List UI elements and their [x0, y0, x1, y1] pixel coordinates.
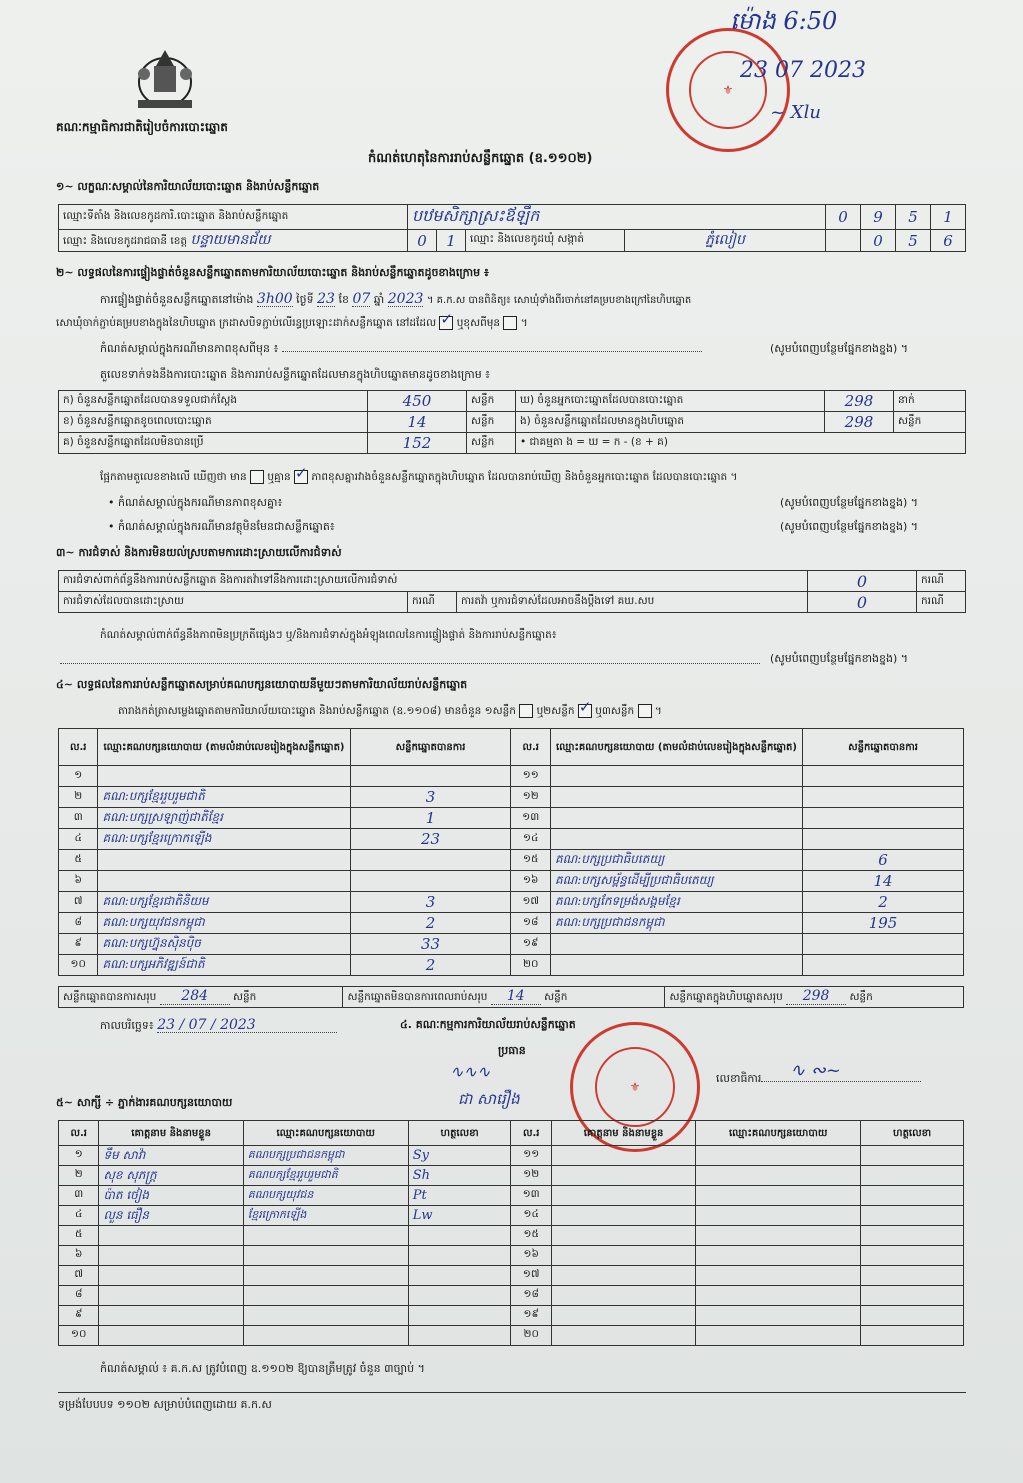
col-party: ឈ្មោះគណបក្សនយោបាយ (តាមលំដាប់លេខរៀងក្នុងសន្លឹកឆ្នោត)	[550, 729, 802, 766]
col-name: គោត្តនាម និងនាមខ្លួន	[99, 1121, 243, 1146]
count-unit: សន្លឹក	[467, 433, 516, 454]
row-number: ១៦	[511, 871, 550, 892]
party-name	[550, 808, 802, 829]
vote-count: 2	[350, 955, 511, 976]
section2-heading: ២~ លទ្ធផលនៃការផ្ទៀងផ្ទាត់ចំនួនសន្លឹកឆ្នោតតាមការិយាល័យបោះឆ្នោត និងរាប់សន្លឹកឆ្នោតដូចខាងក្រោម ៖	[56, 266, 489, 279]
count-unit: សន្លឹក	[894, 412, 966, 433]
document-title: កំណត់ហេតុនៃការរាប់សន្លឹកឆ្នោត (ឧ.១១០២)	[368, 151, 593, 166]
bullet-diff-hint: (សូមបំពេញបន្ថែមផ្នែកខាងខ្នង) ។	[780, 496, 919, 509]
footer-note: កំណត់សម្គាល់ ៖ គ.ក.ស ត្រូវបំពេញ ឧ.១១០២ ឱ្យបានត្រឹមត្រូវ ចំនួន ៣ច្បាប់ ។	[100, 1362, 425, 1375]
verify-line	[100, 292, 691, 308]
witness-name	[99, 1286, 243, 1306]
witness-name: ទឹម សាវ៉ា	[99, 1146, 243, 1166]
nec-emblem	[134, 44, 196, 114]
witness-name	[551, 1166, 695, 1186]
same-checkbox[interactable]	[439, 316, 453, 330]
table-row	[59, 1206, 964, 1226]
changed-checkbox[interactable]	[503, 316, 517, 330]
sheets-line-text: តារាងកត់ត្រាសម្លេងឆ្នោតតាមការិយាល័យបោះឆ្នោត និងរាប់សន្លឹកឆ្នោត (ឧ.១១០៨) មានចំនួន ១សន្លឹក	[118, 705, 516, 717]
row-number: ៥	[59, 1226, 99, 1246]
party-name: គណ:បក្សប្រជាធិបតេយ្យ	[550, 850, 802, 871]
total-invalid: 14	[491, 988, 541, 1005]
witness-party	[696, 1286, 861, 1306]
witness-signature	[861, 1266, 964, 1286]
party-name	[550, 934, 802, 955]
row-number: ៣	[59, 1186, 99, 1206]
vote-count	[803, 829, 964, 850]
count-label: ខ) ចំនួនសន្លឹកឆ្នោតខូចពេលបោះឆ្នោត	[59, 412, 368, 433]
witness-party	[243, 1266, 408, 1286]
verify-text: ឆ្នាំ	[373, 293, 385, 306]
witness-signature: Lw	[408, 1206, 511, 1226]
row-number: ១៩	[511, 1306, 551, 1326]
witness-party: គណបក្សខ្មែររួបរួមជាតិ	[243, 1166, 408, 1186]
resolved-unit: ករណី	[408, 592, 457, 613]
secretary-label: លេខាធិការ	[716, 1072, 762, 1085]
vote-count: 3	[350, 892, 511, 913]
stamp-note-sign: ~ Xlu	[770, 102, 821, 123]
table-row	[59, 1166, 964, 1186]
witness-name: សុខ សុភក្ត្រ	[99, 1166, 243, 1186]
row-number: ១៣	[511, 808, 550, 829]
row-number: ១៣	[511, 1186, 551, 1206]
total-box-label: សន្លឹកឆ្នោតក្នុងហិបឆ្នោតសរុប	[669, 991, 783, 1003]
complaints-unit: ករណី	[917, 571, 966, 592]
vote-count: 23	[350, 829, 511, 850]
row-number: ១៤	[511, 829, 550, 850]
seal-line: សោឃុំចាក់ភ្ជាប់គម្របខាងក្នុងនៃហិបឆ្នោត ក្រដាសបិទភ្ជាប់លើរន្ធប្រឡោះដាក់សន្លឹកឆ្នោត នៅដដែល ✓ ឬខុសពីមុន ។	[56, 316, 528, 330]
end-date-line	[100, 1018, 337, 1033]
party-name: គណ:បក្សខ្មែរក្រោកឡើង	[98, 829, 350, 850]
section1-heading: ១~ លក្ខណៈសម្គាល់នៃការិយាល័យបោះឆ្នោត និងរាប់សន្លឹកឆ្នោត	[56, 180, 320, 193]
section5-heading: ៥~ សាក្សី ÷ ភ្នាក់ងារគណបក្សនយោបាយ	[56, 1096, 233, 1109]
table-row	[59, 1326, 964, 1346]
diff-note-label: កំណត់សម្គាល់ក្នុងករណីមានភាពខុសពីមុន ៖	[100, 342, 279, 355]
count-label: ឃ) ចំនួនអ្នកបោះឆ្នោតដែលបានបោះឆ្នោត	[516, 391, 825, 412]
row-number: ១៩	[511, 934, 550, 955]
vote-count	[803, 766, 964, 787]
row-number: ២	[59, 1166, 99, 1186]
witness-signature	[408, 1306, 511, 1326]
row-number: ១៦	[511, 1246, 551, 1266]
complaints-table	[58, 570, 966, 613]
party-name	[98, 766, 350, 787]
end-label: កាលបរិច្ឆេទ៖	[100, 1019, 154, 1032]
witness-party	[243, 1246, 408, 1266]
end-date: 23 / 07 / 2023	[157, 1018, 337, 1033]
appeal-value: 0	[808, 592, 917, 613]
party-name: គណ:បក្សស្រឡាញ់ជាតិខ្មែរ	[98, 808, 350, 829]
location-code-digit: 0	[826, 205, 861, 230]
province-code-digit: 1	[437, 230, 466, 252]
table-row	[59, 934, 964, 955]
witness-name	[99, 1226, 243, 1246]
section1-table	[58, 204, 966, 252]
row-number: ១០	[59, 955, 98, 976]
compare-text: ផ្អែកតាមតួលេខខាងលើ ឃើញថា មាន	[100, 471, 247, 483]
chair-name: ជា សារឿង	[458, 1090, 520, 1108]
vote-count: 33	[350, 934, 511, 955]
col-party: ឈ្មោះគណបក្សនយោបាយ	[243, 1121, 408, 1146]
province-value: បន្ទាយមានជ័យ	[190, 232, 271, 248]
complaints-value: 0	[808, 571, 917, 592]
chair-label: ប្រធាន	[498, 1044, 526, 1057]
no-diff-checkbox[interactable]	[294, 470, 308, 484]
witness-signature	[861, 1326, 964, 1346]
witness-signature	[861, 1246, 964, 1266]
one-sheet-checkbox[interactable]	[519, 704, 533, 718]
appeal-label: ការតវ៉ា ឬការជំទាស់ដែលអាចនឹងប្តឹងទៅ គឃ.សប	[457, 592, 808, 613]
witness-name: លួន ធឿន	[99, 1206, 243, 1226]
witness-signature	[861, 1206, 964, 1226]
party-name	[550, 766, 802, 787]
vote-count: 14	[803, 871, 964, 892]
location-code-digit: 5	[896, 205, 931, 230]
witness-body	[59, 1146, 964, 1346]
complaints-label: ការជំទាស់ពាក់ព័ន្ធនឹងការរាប់សន្លឹកឆ្នោត និងការតវ៉ាទៅនឹងការដោះស្រាយលើការជំទាស់	[59, 571, 808, 592]
witness-signature	[861, 1226, 964, 1246]
witness-name	[551, 1306, 695, 1326]
col-party: ឈ្មោះគណបក្សនយោបាយ (តាមលំដាប់លេខរៀងក្នុងសន្លឹកឆ្នោត)	[98, 729, 350, 766]
vote-count	[350, 766, 511, 787]
counts-table	[58, 390, 966, 454]
party-name: គណ:បក្សហ្វ៊ុនស៊ិនប៉ិច	[98, 934, 350, 955]
stamp-note-time: ម៉ោង 6:50	[730, 7, 838, 35]
table-row	[59, 871, 964, 892]
count-received: 450	[368, 391, 467, 412]
total-invalid-label: សន្លឹកឆ្នោតមិនបានការពេលរាប់សរុប	[347, 991, 488, 1003]
diff-note-hint: (សូមបំពេញបន្ថែមផ្នែកខាងខ្នង) ។	[770, 342, 909, 355]
commune-code-blank	[826, 230, 861, 252]
row-number: ១២	[511, 1166, 551, 1186]
row-number: ៩	[59, 1306, 99, 1326]
col-no: ល.រ	[59, 1121, 99, 1146]
count-voters: 298	[825, 391, 894, 412]
province-label	[59, 230, 408, 252]
party-name	[550, 829, 802, 850]
witness-signature	[861, 1286, 964, 1306]
table-row	[59, 1246, 964, 1266]
party-name	[550, 955, 802, 976]
opt-same-label: ឬខុសពីមុន	[456, 317, 501, 329]
verify-text: ខែ	[338, 293, 349, 306]
table-row	[59, 955, 964, 976]
votes-body	[59, 766, 964, 976]
table-row	[59, 766, 964, 787]
total-box: 298	[786, 988, 846, 1005]
commune-value: ភ្នំលៀប	[625, 230, 826, 252]
witness-party	[696, 1186, 861, 1206]
table-row	[59, 1306, 964, 1326]
secretary-signature: ∿ ∾~	[790, 1060, 841, 1081]
party-name	[98, 850, 350, 871]
col-sign: ហត្ថលេខា	[861, 1121, 964, 1146]
witness-party	[243, 1326, 408, 1346]
witness-name	[99, 1326, 243, 1346]
total-box-cell	[665, 987, 964, 1008]
row-number: ១១	[511, 1146, 551, 1166]
witness-party	[696, 1226, 861, 1246]
table-row	[59, 1286, 964, 1306]
org-line: គណៈកម្មាធិការជាតិរៀបចំការបោះឆ្នោត	[56, 120, 228, 134]
vote-count	[350, 871, 511, 892]
row-number: ៣	[59, 808, 98, 829]
row-number: ៧	[59, 892, 98, 913]
row-number: ៥	[59, 850, 98, 871]
province-code-digit: 0	[408, 230, 437, 252]
vote-count	[803, 934, 964, 955]
party-name: គណ:បក្សអភិវឌ្ឍន៍ជាតិ	[98, 955, 350, 976]
vote-count: 6	[803, 850, 964, 871]
witness-name	[99, 1266, 243, 1286]
table-row	[59, 913, 964, 934]
witness-signature: Pt	[408, 1186, 511, 1206]
total-valid-cell	[59, 987, 343, 1008]
count-label: ង) ចំនួនសន្លឹកឆ្នោតដែលមានក្នុងហិបឆ្នោត	[516, 412, 825, 433]
row-number: ១៤	[511, 1206, 551, 1226]
witness-signature	[408, 1286, 511, 1306]
table-row	[59, 808, 964, 829]
vote-count: 1	[350, 808, 511, 829]
row-number: ២០	[511, 955, 550, 976]
row-number: ២០	[511, 1326, 551, 1346]
table-row	[59, 1146, 964, 1166]
footer-rule	[58, 1392, 966, 1393]
table-row	[59, 850, 964, 871]
official-seal-top: ⚜	[666, 28, 790, 152]
three-sheet-checkbox[interactable]	[638, 704, 652, 718]
table-row	[59, 1186, 964, 1206]
compare-rest: ភាពខុសគ្នារវាងចំនួនសន្លឹកឆ្នោតក្នុងហិបឆ្នោត ដែលបានរាប់ឃើញ និងចំនួនអ្នកបោះឆ្នោត ដែលបានបោះឆ្នោត ។	[311, 471, 738, 483]
dotted-line	[60, 662, 760, 664]
opt3-label: ឬ៣សន្លឹក	[595, 705, 635, 717]
witness-signature	[861, 1146, 964, 1166]
row-number: ១៨	[511, 913, 550, 934]
verify-year: 2023	[387, 291, 424, 307]
diff-note-line	[100, 342, 702, 356]
compare-none-label: ឬគ្មាន	[267, 471, 291, 483]
row-number: ១៨	[511, 1286, 551, 1306]
row-number: ១២	[511, 787, 550, 808]
row-number: ១	[59, 1146, 99, 1166]
party-name: គណ:បក្សប្រជាជនកម្ពុជា	[550, 913, 802, 934]
verify-text: ការផ្ទៀងផ្ទាត់ចំនួនសន្លឹកឆ្នោតនៅម៉ោង	[100, 293, 254, 306]
verify-month: 07	[352, 291, 371, 307]
witness-party	[696, 1246, 861, 1266]
location-value: បឋមសិក្សាស្រះឪឡឹក	[408, 205, 826, 230]
count-unit: នាក់	[894, 391, 966, 412]
row-number: ១៥	[511, 850, 550, 871]
table-row	[59, 1226, 964, 1246]
count-unit: សន្លឹក	[467, 412, 516, 433]
col-party: ឈ្មោះគណបក្សនយោបាយ	[696, 1121, 861, 1146]
witness-signature	[861, 1186, 964, 1206]
row-number: ៨	[59, 1286, 99, 1306]
stamp-note-date: 23 07 2023	[740, 58, 866, 83]
witness-signature	[408, 1226, 511, 1246]
witness-party	[696, 1326, 861, 1346]
commune-code-digit: 0	[861, 230, 896, 252]
appeal-unit: ករណី	[917, 592, 966, 613]
count-in-box: 298	[825, 412, 894, 433]
witness-name	[551, 1266, 695, 1286]
count-label: ក) ចំនួនសន្លឹកឆ្នោតដែលបានទទួលជាក់ស្តែង	[59, 391, 368, 412]
compare-line	[100, 470, 737, 484]
col-name: គោត្តនាម និងនាមខ្លួន	[551, 1121, 695, 1146]
total-invalid-cell	[343, 987, 665, 1008]
vote-count: 195	[803, 913, 964, 934]
location-code-digit: 9	[861, 205, 896, 230]
witness-name	[551, 1286, 695, 1306]
witness-party	[696, 1206, 861, 1226]
vote-count	[803, 955, 964, 976]
col-no: ល.រ	[59, 729, 98, 766]
vote-count: 3	[350, 787, 511, 808]
row-number: ៤	[59, 829, 98, 850]
col-no: ល.រ	[511, 1121, 551, 1146]
table-row	[59, 787, 964, 808]
section4-heading: ៤~ លទ្ធផលនៃការរាប់សន្លឹកឆ្នោតសម្រាប់គណបក្សនយោបាយនីមួយៗតាមការិយាល័យរាប់សន្លឹកឆ្នោត	[56, 678, 468, 691]
verify-text: ថ្ងៃទី	[296, 293, 314, 306]
row-number: ១៧	[511, 892, 550, 913]
witness-name	[551, 1206, 695, 1226]
row-number: ៦	[59, 1246, 99, 1266]
witness-signature	[408, 1246, 511, 1266]
witness-party: គណបក្សប្រជាជនកម្ពុជា	[243, 1146, 408, 1166]
unit: សន្លឹក	[849, 991, 873, 1003]
witness-party: គណបក្សយុវជន	[243, 1186, 408, 1206]
verify-time: 3h00	[256, 291, 293, 307]
witness-signature	[861, 1166, 964, 1186]
witness-name	[99, 1306, 243, 1326]
row-number: ១០	[59, 1326, 99, 1346]
witness-name	[551, 1326, 695, 1346]
col-votes: សន្លឹកឆ្នោតបានការ	[803, 729, 964, 766]
vote-count	[803, 787, 964, 808]
count-unit: សន្លឹក	[467, 391, 516, 412]
party-name: គណ:បក្សខ្មែរជាតិនិយម	[98, 892, 350, 913]
vote-count	[350, 850, 511, 871]
witness-party	[243, 1226, 408, 1246]
witness-signature: Sy	[408, 1146, 511, 1166]
witness-signature	[861, 1306, 964, 1326]
witness-name	[551, 1146, 695, 1166]
row-number: ២	[59, 787, 98, 808]
bullet-foreign-hint: (សូមបំពេញបន្ថែមផ្នែកខាងខ្នង) ។	[780, 520, 919, 533]
verify-text: ។ គ.ក.ស បានពិនិត្យ៖ សោឃុំទាំងពីរចាក់នៅគម្របខាងក្រៅនៃហិបឆ្នោត	[426, 295, 692, 306]
unit: សន្លឹក	[544, 991, 568, 1003]
counts-intro: តួលេខទាក់ទងនឹងការបោះឆ្នោត និងការរាប់សន្លឹកឆ្នោតដែលមានក្នុងហិបឆ្នោតមានដូចខាងក្រោម ៖	[100, 368, 491, 381]
location-label: ឈ្មោះទីតាំង និងលេខកូដការិ.បោះឆ្នោត និងរាប់សន្លឹកឆ្នោត	[59, 205, 408, 230]
row-number: ៨	[59, 913, 98, 934]
count-formula: • ជាគម្មតា ង = ឃ = ក - (ខ + គ)	[516, 433, 966, 454]
witness-signature	[408, 1326, 511, 1346]
total-valid-label: សន្លឹកឆ្នោតបានការសរុប	[63, 991, 157, 1003]
location-code-digit: 1	[931, 205, 966, 230]
witness-signature: Sh	[408, 1166, 511, 1186]
row-number: ១៧	[511, 1266, 551, 1286]
votes-table	[58, 728, 964, 976]
count-label: គ) ចំនួនសន្លឹកឆ្នោតដែលមិនបានប្រើ	[59, 433, 368, 454]
row-number: ៤	[59, 1206, 99, 1226]
witness-party	[696, 1306, 861, 1326]
table-row	[59, 829, 964, 850]
official-seal-bottom: ⚜	[570, 1022, 700, 1152]
witness-party	[243, 1306, 408, 1326]
witness-name	[99, 1246, 243, 1266]
party-name: គណ:បក្សយុវជនកម្ពុជា	[98, 913, 350, 934]
vote-count: 2	[803, 892, 964, 913]
col-votes: សន្លឹកឆ្នោតបានការ	[350, 729, 511, 766]
sheets-line: តារាងកត់ត្រាសម្លេងឆ្នោតតាមការិយាល័យបោះឆ្នោត និងរាប់សន្លឹកឆ្នោត (ឧ.១១០៨) មានចំនួន ១សន្លឹក ឬ២សន្លឹក ✓ ឬ៣សន្លឹក ។	[118, 704, 662, 718]
row-number: ១	[59, 766, 98, 787]
party-name	[98, 871, 350, 892]
col-sign: ហត្ថលេខា	[408, 1121, 511, 1146]
total-valid: 284	[160, 988, 230, 1005]
row-number: ៧	[59, 1266, 99, 1286]
bullet-diff: • កំណត់សម្គាល់ក្នុងករណីមានភាពខុសគ្នា៖	[108, 496, 283, 509]
witness-name: ប៉ាត ថៀង	[99, 1186, 243, 1206]
two-sheet-checkbox[interactable]	[578, 704, 592, 718]
province-label-text: ឈ្មោះ និងលេខកូដរាជធានី ខេត្ត	[63, 235, 188, 247]
has-diff-checkbox[interactable]	[250, 470, 264, 484]
opt2-label: ឬ២សន្លឹក	[536, 705, 575, 717]
witness-table	[58, 1120, 964, 1346]
party-name	[550, 787, 802, 808]
irregularity-note: កំណត់សម្គាល់ពាក់ព័ន្ធនឹងភាពមិនប្រក្រតីផ្សេងៗ ឬ/និងការជំទាស់ក្នុងអំឡុងពេលនៃការផ្ទៀងផ្ទាត់ និងការរាប់សន្លឹកឆ្នោត៖	[100, 629, 557, 641]
totals-table	[58, 986, 964, 1008]
commune-label: ឈ្មោះ និងលេខកូដឃុំ សង្កាត់	[466, 230, 625, 252]
col-no: ល.រ	[511, 729, 550, 766]
row-number: ៦	[59, 871, 98, 892]
witness-name	[551, 1246, 695, 1266]
party-name: គណ:បក្សកែទម្រង់សង្គមខ្មែរ	[550, 892, 802, 913]
unit: សន្លឹក	[233, 991, 257, 1003]
witness-party	[696, 1266, 861, 1286]
chair-signature: ∿∿∿	[450, 1062, 491, 1081]
witness-signature	[408, 1266, 511, 1286]
committee-label: ៤. គណៈកម្មការការិយាល័យរាប់សន្លឹកឆ្នោត	[400, 1018, 576, 1031]
row-number: ១១	[511, 766, 550, 787]
party-name: គណ:បក្សខ្មែររួបរួមជាតិ	[98, 787, 350, 808]
seal-line-text: សោឃុំចាក់ភ្ជាប់គម្របខាងក្នុងនៃហិបឆ្នោត ក្រដាសបិទភ្ជាប់លើរន្ធប្រឡោះដាក់សន្លឹកឆ្នោត នៅដដែល	[56, 317, 437, 329]
table-row	[59, 892, 964, 913]
bullet-foreign: • កំណត់សម្គាល់ក្នុងករណីមានវត្ថុមិនមែនជាសន្លឹកឆ្នោត៖	[108, 520, 335, 533]
witness-party: ខ្មែរក្រោកឡើង	[243, 1206, 408, 1226]
commune-code-digit: 5	[896, 230, 931, 252]
witness-name	[551, 1226, 695, 1246]
vote-count	[803, 808, 964, 829]
table-row	[59, 1266, 964, 1286]
vote-count: 2	[350, 913, 511, 934]
resolved-label: ការជំទាស់ដែលបានដោះស្រាយ	[59, 592, 408, 613]
witness-party	[696, 1166, 861, 1186]
witness-party	[696, 1146, 861, 1166]
irregularity-hint: (សូមបំពេញបន្ថែមផ្នែកខាងខ្នង) ។	[770, 652, 909, 665]
count-unused: 152	[368, 433, 467, 454]
form-footer: ទម្រង់បែបបទ ១១០២ សម្រាប់បំពេញដោយ គ.ក.ស	[58, 1398, 272, 1411]
count-spoiled: 14	[368, 412, 467, 433]
verify-day: 23	[317, 291, 335, 307]
party-name: គណ:បក្សសម្ព័ន្ធដើម្បីប្រជាធិបតេយ្យ	[550, 871, 802, 892]
commune-code-digit: 6	[931, 230, 966, 252]
section3-heading: ៣~ ការជំទាស់ និងការមិនយល់ស្របតាមការដោះស្រាយលើការជំទាស់	[56, 546, 342, 559]
witness-name	[551, 1186, 695, 1206]
witness-party	[243, 1286, 408, 1306]
row-number: ១៥	[511, 1226, 551, 1246]
row-number: ៩	[59, 934, 98, 955]
